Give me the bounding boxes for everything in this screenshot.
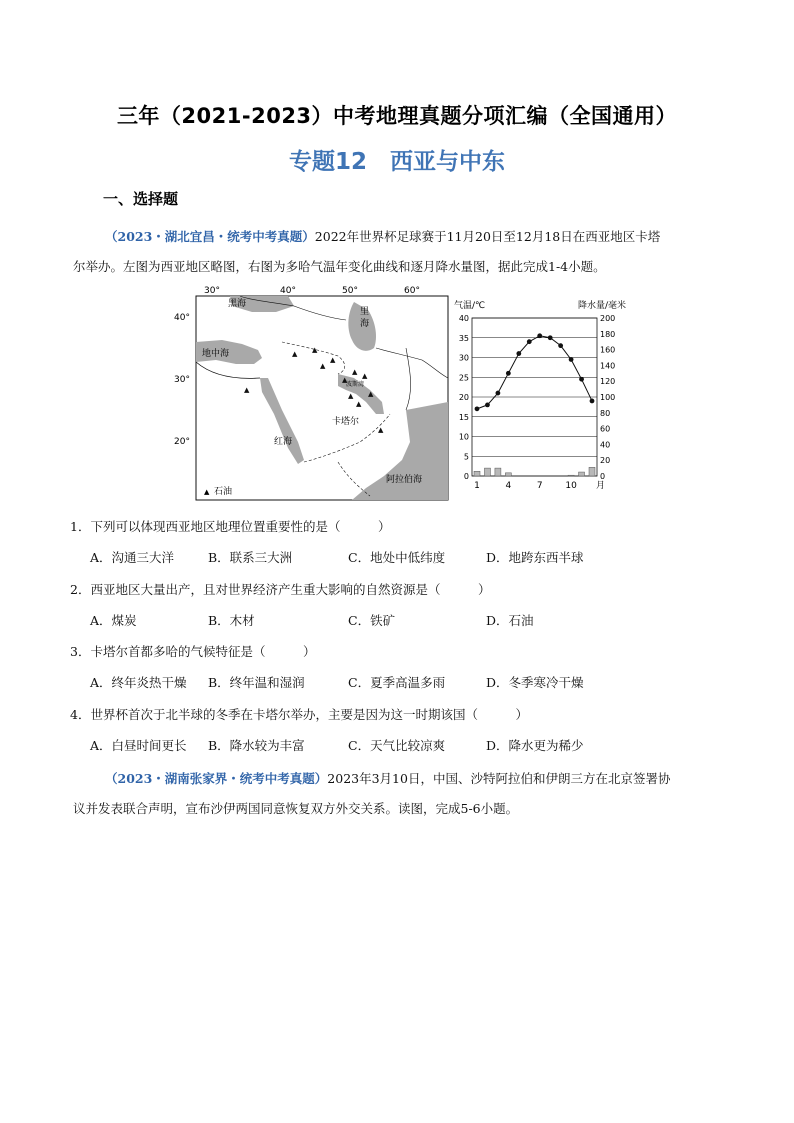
temperature-point xyxy=(537,333,542,338)
precip-tick-label: 120 xyxy=(600,377,616,387)
temp-tick-label: 40 xyxy=(458,314,469,323)
svg-text:▲: ▲ xyxy=(330,356,336,364)
svg-text:▲: ▲ xyxy=(348,392,354,400)
q3-option-c: C．夏季高温多雨 xyxy=(348,675,446,690)
precip-tick-label: 160 xyxy=(600,345,616,355)
precip-tick-label: 180 xyxy=(600,329,616,339)
precip-tick-label: 140 xyxy=(600,361,616,371)
label-mediterranean: 地中海 xyxy=(202,349,230,359)
q1-option-c: C．地处中低纬度 xyxy=(348,550,446,565)
q2-option-a: A．煤炭 xyxy=(90,613,137,628)
label-red-sea: 红海 xyxy=(274,437,293,447)
svg-text:▲: ▲ xyxy=(312,346,318,354)
plot-area xyxy=(459,314,615,491)
precip-bar xyxy=(589,467,595,476)
q2-option-b: B．木材 xyxy=(208,613,255,628)
q4-option-a: A．白昼时间更长 xyxy=(90,738,187,753)
svg-text:▲: ▲ xyxy=(368,390,374,398)
precip-bar xyxy=(579,472,585,476)
doha-climate-chart xyxy=(452,296,628,498)
label-arabian-sea: 阿拉伯海 xyxy=(386,475,423,485)
q4-option-b: B．降水较为丰富 xyxy=(208,738,305,753)
west-asia-map xyxy=(170,282,452,504)
temperature-point xyxy=(548,335,553,340)
precip-axis-label: 降水量/毫米 xyxy=(577,301,626,311)
lon-60: 60° xyxy=(404,286,420,296)
lon-50: 50° xyxy=(342,286,358,296)
q1-option-b: B．联系三大洲 xyxy=(208,550,293,565)
intro-paragraph-1 xyxy=(73,222,709,282)
q2-option-d: D．石油 xyxy=(486,613,534,628)
temperature-point xyxy=(569,357,574,362)
precip-tick-label: 20 xyxy=(600,456,611,466)
lat-40: 40° xyxy=(174,313,190,323)
intro2-text-line1: 2023年3月10日，中国、沙特阿拉伯和伊朗三方在北京签署协 xyxy=(327,771,671,786)
lat-20: 20° xyxy=(174,437,190,447)
month-unit-label: 月 xyxy=(596,481,606,491)
svg-text:▲: ▲ xyxy=(352,368,358,376)
temp-tick-label: 35 xyxy=(458,333,469,343)
temp-tick-label: 10 xyxy=(458,432,469,442)
q3-option-b: B．终年温和湿润 xyxy=(208,675,305,690)
lon-30: 30° xyxy=(204,286,220,296)
precip-bar xyxy=(484,468,490,476)
label-caspian-2: 海 xyxy=(360,319,370,329)
q2-option-c: C．铁矿 xyxy=(348,613,396,628)
month-tick-label: 10 xyxy=(565,481,577,491)
precip-tick-label: 100 xyxy=(600,393,616,402)
temperature-point xyxy=(527,339,532,344)
temperature-point xyxy=(590,399,595,404)
q3-option-d: D．冬季寒冷干燥 xyxy=(486,675,584,690)
lon-40: 40° xyxy=(280,286,296,296)
lat-30: 30° xyxy=(174,375,190,385)
temp-tick-label: 15 xyxy=(458,412,469,422)
temperature-point xyxy=(506,371,511,376)
source-tag-2: （2023・湖南张家界・统考中考真题） xyxy=(105,771,328,786)
precip-tick-label: 80 xyxy=(600,408,611,418)
svg-text:▲: ▲ xyxy=(342,376,348,384)
label-qatar: 卡塔尔 xyxy=(332,417,360,427)
intro-paragraph-2 xyxy=(73,764,709,824)
precip-tick-label: 200 xyxy=(600,314,616,323)
topic-subtitle: 专题12 西亚与中东 xyxy=(288,149,505,175)
svg-text:▲: ▲ xyxy=(362,372,368,380)
precip-tick-label: 0 xyxy=(600,472,606,481)
month-tick-label: 4 xyxy=(505,481,512,491)
intro-text-line1: 2022年世界杯足球赛于11月20日至12月18日在西亚地区卡塔 xyxy=(314,229,661,244)
intro2-text-line2: 议并发表联合声明，宣布沙伊两国同意恢复双方外交关系。读图，完成5-6小题。 xyxy=(73,801,519,816)
precip-bar xyxy=(505,473,511,476)
temp-axis-label: 气温/℃ xyxy=(454,301,486,311)
precip-tick-label: 40 xyxy=(600,440,611,450)
question-3: 3．卡塔尔首都多哈的气候特征是（ ） xyxy=(70,644,316,659)
oil-legend-icon: ▲ xyxy=(204,488,210,496)
precip-bar xyxy=(568,475,574,476)
legend-label: 石油 xyxy=(214,487,233,497)
svg-text:▲: ▲ xyxy=(292,350,298,358)
intro-text-line2: 尔举办。左图为西亚地区略图，右图为多哈气温年变化曲线和逐月降水量图，据此完成1-4小题。 xyxy=(73,259,606,274)
label-caspian-1: 里 xyxy=(360,307,370,317)
precip-bar xyxy=(474,471,480,476)
source-tag: （2023・湖北宜昌・统考中考真题） xyxy=(105,229,315,244)
temp-tick-label: 20 xyxy=(458,393,469,402)
q1-option-d: D．地跨东西半球 xyxy=(486,550,584,565)
month-tick-label: 1 xyxy=(474,481,480,491)
temperature-point xyxy=(558,343,563,348)
temperature-point xyxy=(579,377,584,382)
question-4: 4．世界杯首次于北半球的冬季在卡塔尔举办，主要是因为这一时期该国（ ） xyxy=(70,707,528,722)
temperature-point xyxy=(496,391,501,396)
precip-tick-label: 60 xyxy=(600,424,611,434)
temp-tick-label: 25 xyxy=(458,373,469,383)
month-tick-label: 7 xyxy=(536,481,543,491)
precip-bar xyxy=(495,468,501,476)
section-heading: 一、选择题 xyxy=(103,190,179,208)
q1-option-a: A．沟通三大洋 xyxy=(90,550,175,565)
label-black-sea: 黑海 xyxy=(228,299,247,309)
temperature-line xyxy=(477,336,592,409)
svg-text:▲: ▲ xyxy=(320,362,326,370)
temperature-point xyxy=(475,406,480,411)
label-gulf: 波斯湾 xyxy=(346,381,365,388)
svg-text:▲: ▲ xyxy=(244,386,250,394)
temp-tick-label: 0 xyxy=(463,472,469,481)
temperature-point xyxy=(516,351,521,356)
svg-text:▲: ▲ xyxy=(378,426,384,434)
q3-option-a: A．终年炎热干燥 xyxy=(90,675,187,690)
page-title: 三年（2021-2023）中考地理真题分项汇编（全国通用） xyxy=(116,104,678,128)
q4-option-d: D．降水更为稀少 xyxy=(486,738,584,753)
q4-option-c: C．天气比较凉爽 xyxy=(348,738,446,753)
temperature-point xyxy=(485,403,490,408)
question-1: 1．下列可以体现西亚地区地理位置重要性的是（ ） xyxy=(70,519,391,534)
temp-tick-label: 30 xyxy=(458,353,469,363)
svg-text:▲: ▲ xyxy=(356,400,362,408)
temp-tick-label: 5 xyxy=(463,452,469,462)
question-2: 2．西亚地区大量出产，且对世界经济产生重大影响的自然资源是（ ） xyxy=(70,582,491,597)
